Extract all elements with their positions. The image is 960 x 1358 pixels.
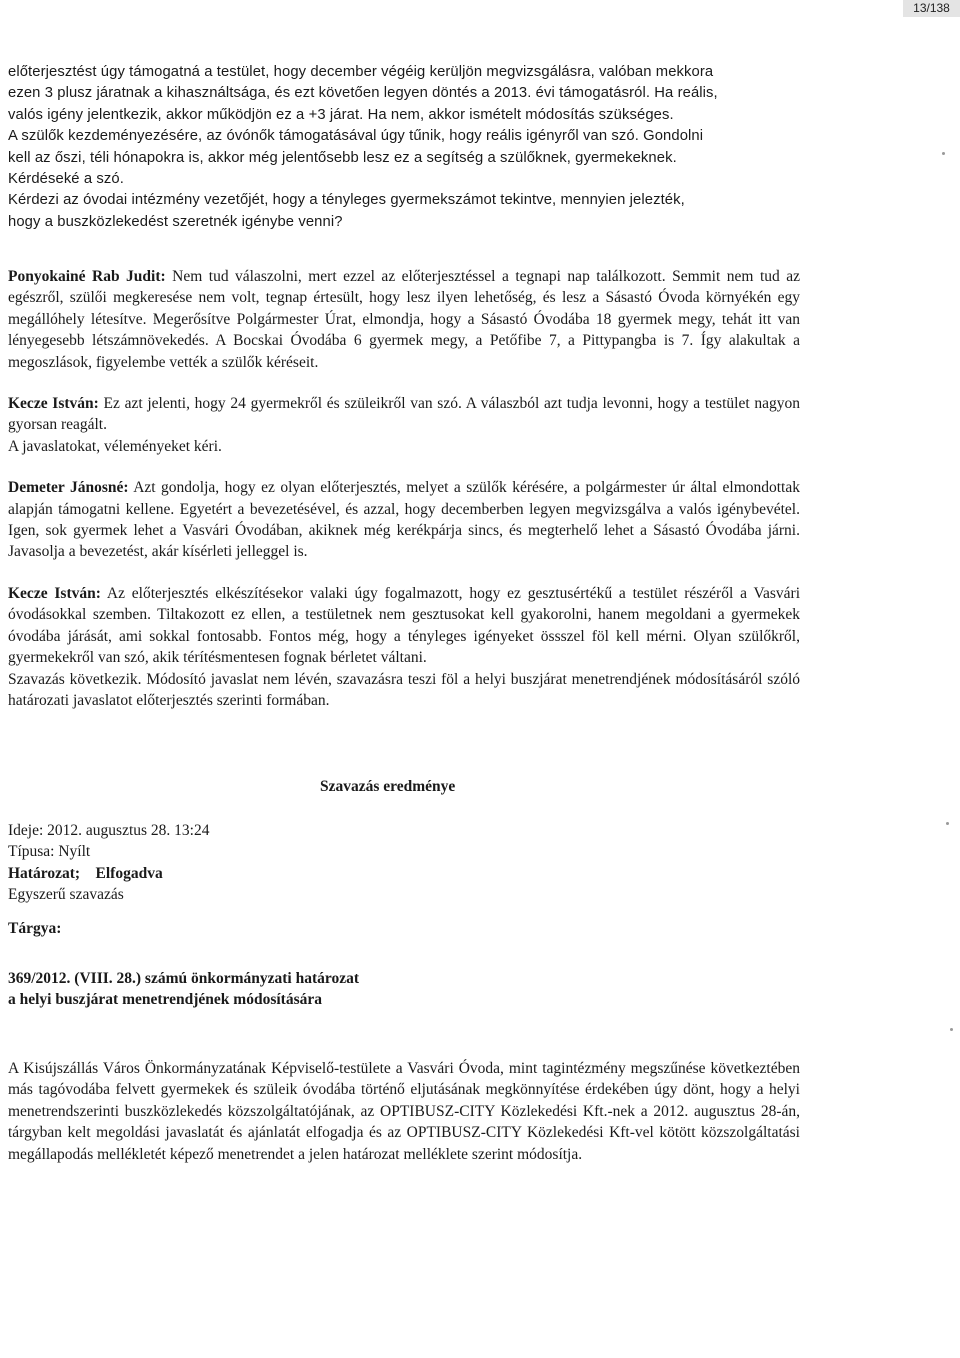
page-number: 13/138 xyxy=(903,0,960,17)
paragraph-kecze-2-line2: Szavazás következik. Módosító javaslat nem lévén, szavazásra teszi föl a helyi buszjárat menetrendjének módosításáról szóló határozati javaslatot előterjesztés szerinti formában. xyxy=(8,670,800,709)
vote-kind: Egyszerű szavazás xyxy=(8,886,124,904)
speaker-name: Kecze István: xyxy=(8,395,99,413)
intro-section xyxy=(8,62,800,233)
paragraph-kecze-1-line2: A javaslatokat, véleményeket kéri. xyxy=(8,437,222,455)
intro-line: valós igény jelentkezik, akkor működjön ez a +3 járat. Ha nem, akkor ismételt módosítás szükséges. xyxy=(8,106,674,123)
vote-type: Típusa: Nyílt xyxy=(8,843,91,861)
resolution-text: A Kisújszállás Város Önkormányzatának Képviselő-testülete a Vasvári Óvoda, mint tagintézmény megszűnése következtében más tagóvodába felvett gyermekek és szüleik óvodába történő eljutásának megkönnyítése érdekében úgy dönt, hogy a helyi menetrendszerinti buszközlekedés közszolgáltatójának, az OPTIBUSZ-CITY Közlekedési Kft.-nek a 2012. augusztus 28-án, tárgyban kelt megoldási javaslatát és ajánlatát elfogadja és az OPTIBUSZ-CITY Közlekedési Kft-vel kötött közszolgáltatási megállapodás mellékletét képező menetrendet a jelen határozat melléklete szerint módosítja. xyxy=(8,1060,800,1163)
intro-line: Kérdezi az óvodai intézmény vezetőjét, hogy a tényleges gyermekszámot tekintve, mennyien jelezték, xyxy=(8,192,685,209)
paragraph-kecze-2 xyxy=(8,583,800,669)
speaker-name: Ponyokainé Rab Judit: xyxy=(8,268,166,285)
paragraph-text: Ez azt jelenti, hogy 24 gyermekről és szüleikről van szó. A válaszból azt tudja levonni, hogy a testület nagyon gyorsan reagált. xyxy=(8,395,800,434)
paragraph-demeter xyxy=(8,477,800,563)
paragraph-text: Az előterjesztés elkészítésekor valaki úgy fogalmazott, hogy ez gesztusértékű a testület részéről a Vasvári óvodásokkal szemben. Tiltakozott ez ellen, a testületnek nem gesztusokat kell gyakorolni, hanem megoldani a gyermekek óvodába járását, ami sokkal fontosabb. Fontos még, hogy a tényleges igényeket össszel föl kell mérni. Olyan szülőkről, gyermekekről van szó, akik térítésmentesen fognak bérletet váltani. xyxy=(8,584,801,667)
vote-subject: Tárgya: xyxy=(8,919,62,937)
intro-line: kell az őszi, téli hónapokra is, akkor még jelentősebb lesz ez a segítség a szülőknek, gyermekeknek. xyxy=(8,149,677,166)
vote-date: Ideje: 2012. augusztus 28. 13:24 xyxy=(8,822,210,839)
discussion-section xyxy=(8,266,800,711)
resolution-title: a helyi buszjárat menetrendjének módosítására xyxy=(8,991,322,1009)
resolution-text-section xyxy=(8,1058,800,1165)
decision-value: Elfogadva xyxy=(95,864,163,882)
intro-line: ezen 3 plusz járatnak a kihasználtsága, és ezt követően legyen döntés a 2013. évi támogatásról. Ha reális, xyxy=(8,85,718,102)
resolution-number: 369/2012. (VIII. 28.) számú önkormányzati határozat xyxy=(8,970,360,987)
intro-line: Kérdéseké a szó. xyxy=(8,171,124,188)
intro-line: hogy a buszközlekedést szeretnék igénybe venni? xyxy=(8,213,343,230)
speaker-name: Demeter Jánosné: xyxy=(8,479,129,497)
vote-decision xyxy=(8,863,408,884)
scan-dot xyxy=(946,822,949,825)
vote-result-title: Szavazás eredménye xyxy=(320,778,456,795)
decision-label: Határozat; xyxy=(8,864,81,882)
scan-dot xyxy=(950,1028,953,1031)
intro-line: előterjesztést úgy támogatná a testület, hogy december végéig kerüljön megvizsgálásra, valóban mekkora xyxy=(8,64,714,80)
paragraph-ponyokaine xyxy=(8,266,800,373)
intro-line: A szülők kezdeményezésére, az óvónők támogatásával úgy tűnik, hogy reális igényről van szó. Gondolni xyxy=(8,128,704,145)
vote-metadata xyxy=(8,820,408,939)
speaker-name: Kecze István: xyxy=(8,584,101,602)
paragraph-kecze-1 xyxy=(8,393,800,436)
resolution-heading xyxy=(8,968,508,1011)
scan-dot xyxy=(942,152,945,155)
paragraph-text: Azt gondolja, hogy ez olyan előterjesztés, melyet a szülők kérésére, a polgármester úr által elmondottak alapján támogatni kellene. Egyetért a bevezetésével, és azzal, hogy decemberben legyen megvizsgálva a valós igénybevétel. Igen, sok gyermek lehet a Vasvári Óvodában, akiknek még kerékpárja sincs, és megterhelő lehet a Sásastó Óvodába járni. Javasolja a bevezetést, akár kísérleti jelleggel is. xyxy=(8,479,800,561)
paragraph-text: Nem tud válaszolni, mert ezzel az előterjesztéssel a tegnapi nap találkozott. Semmit nem tud az egészről, szülői megkeresése nem volt, tegnap értesült, hogy lesz ilyen lehetőség, és lesz a Sásastó Óvoda környékén egy megállóhely létesítve. Megerősítve Polgármester Úrat, elmondja, hogy a Sásastó Óvodába 18 gyermek megy, tehát itt van lényegesebb létszámnövekedés. A Bocskai Óvodába 6 gyermek megy, a Petőfibe 7, a Pittypangba is 7. Így alakultak a megoszlások, figyelembe vették a szülők kéréseit. xyxy=(8,268,800,371)
